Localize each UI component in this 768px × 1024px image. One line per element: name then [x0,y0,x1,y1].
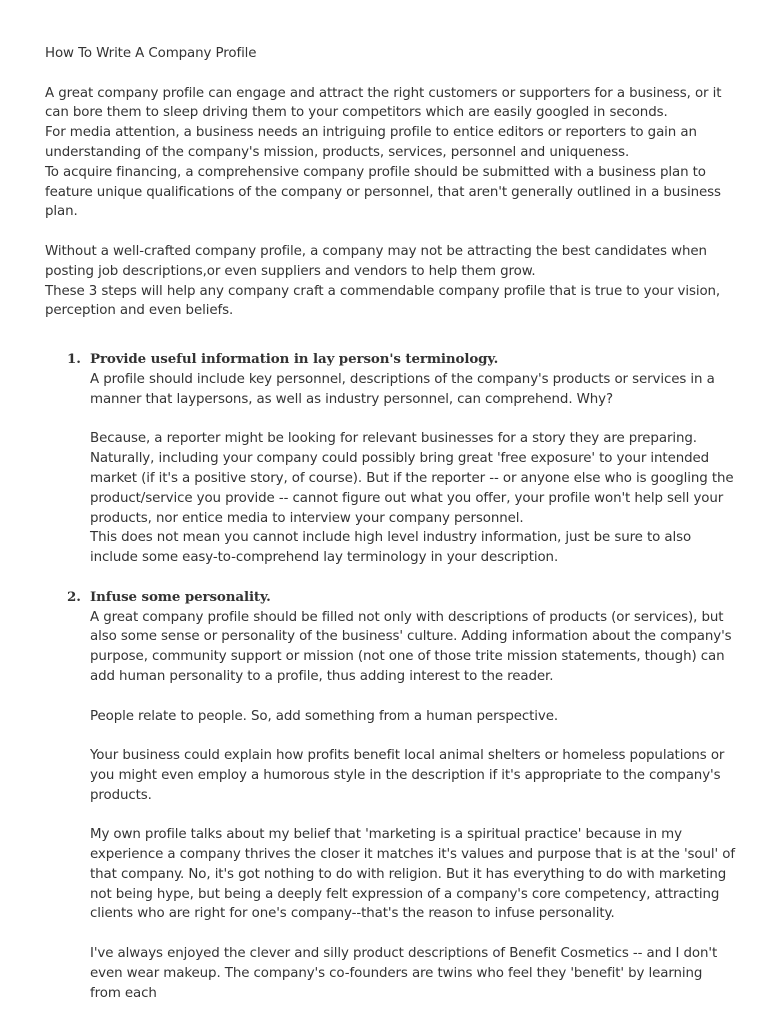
step-paragraph: Because, a reporter might be looking for relevant businesses for a story they are preparing. Naturally, including your company could possibly bring great 'free exposure' to your intended market (if it's a positive story, of course). But if the reporter -- or anyone else who is googling the product/service you provide -- cannot figure out what you offer, your profile won't help sell your products, nor entice media to interview your company personnel. [90,431,734,526]
intro-paragraph: Without a well-crafted company profile, a company may not be attracting the best candidates when posting job descriptions,or even suppliers and vendors to help them grow. [45,243,707,279]
spacer [90,410,735,430]
step-paragraph: A profile should include key personnel, descriptions of the company's products or services in a manner that laypersons, as well as industry personnel, can comprehend. Why? [90,371,715,407]
spacer [90,805,735,825]
spacer [90,726,735,746]
list-item [45,350,735,588]
intro-paragraph: To acquire financing, a comprehensive company profile should be submitted with a business plan to feature unique qualifications of the company or personnel, that aren't generally outlined in a business plan. [45,164,721,220]
step-heading: Provide useful information in lay person's terminology. [90,351,499,368]
list-number: 1. [67,351,81,368]
document-page [45,44,735,1003]
spacer [90,568,735,588]
step-paragraph: My own profile talks about my belief that 'marketing is a spiritual practice' because in my experience a company thrives the closer it matches it's values and purpose that is at the 'soul' of that company. No, it's got nothing to do with religion. But it has everything to do with marketing not being hype, but being a deeply felt expression of a company's core competency, attracting clients who are right for one's company--that's the reason to infuse personality. [90,827,735,922]
spacer [90,687,735,707]
intro-paragraph: For media attention, a business needs an intriguing profile to entice editors or reporters to gain an understanding of the company's mission, products, services, personnel and uniqueness. [45,125,697,160]
step-paragraph: Your business could explain how profits benefit local animal shelters or homeless populations or you might even employ a humorous style in the description if it's appropriate to the company's products. [90,748,725,803]
step-paragraph: I've always enjoyed the clever and silly product descriptions of Benefit Cosmetics -- and I don't even wear makeup. The company's co-founders are twins who feel they 'benefit' by learning from each [90,946,718,1001]
step-paragraph: A great company profile should be filled not only with descriptions of products (or services), but also some sense or personality of the business' culture. Adding information about the company's purpose, community support or mission (not one of those trite mission statements, though) can add human personality to a profile, thus adding interest to the reader. [90,609,732,684]
step-heading: Infuse some personality. [90,588,271,605]
steps-list [45,350,735,1003]
list-number: 2. [67,588,81,605]
intro-paragraph: A great company profile can engage and attract the right customers or supporters for a business, or it can bore them to sleep driving them to your competitors which are easily googled in seconds. [45,85,722,121]
document-title: How To Write A Company Profile [45,46,257,61]
spacer [45,321,735,350]
step-paragraph: People relate to people. So, add something from a human perspective. [90,708,559,724]
intro-paragraph: These 3 steps will help any company craft a commendable company profile that is true to your vision, perception and even beliefs. [45,283,721,319]
spacer [45,222,735,242]
spacer [90,924,735,944]
list-item [45,588,735,1004]
step-paragraph: This does not mean you cannot include high level industry information, just be sure to also include some easy-to-comprehend lay terminology in your description. [90,530,692,566]
